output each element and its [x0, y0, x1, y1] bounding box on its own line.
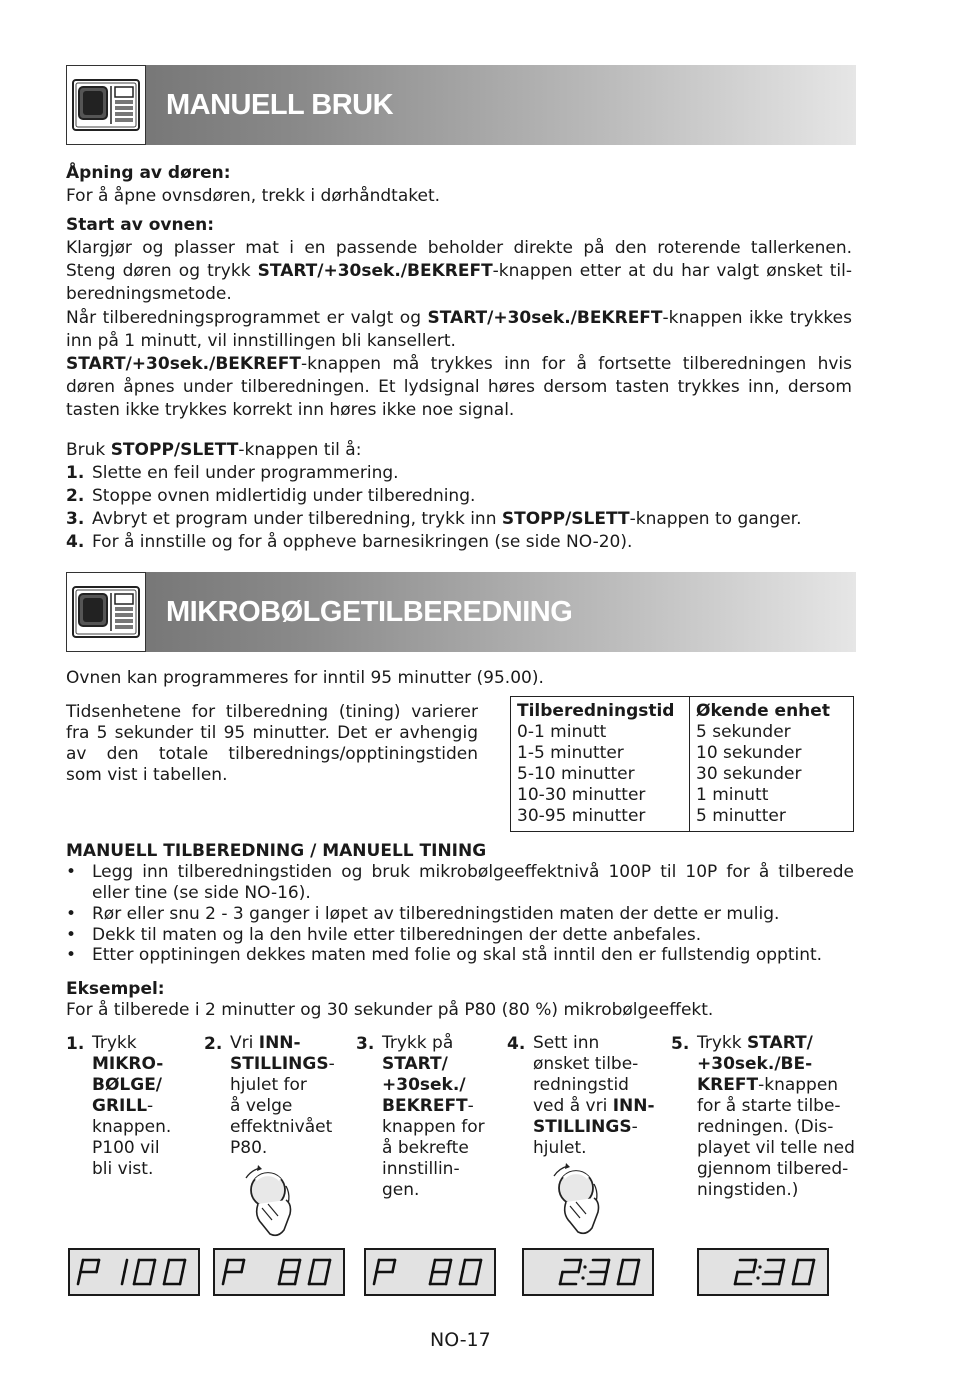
bullet-text: eller tine (se side NO-16).: [92, 883, 311, 903]
lcd-character: [279, 1260, 300, 1284]
table-cell-value: 10 sekunder: [696, 743, 802, 763]
door-heading: Åpning av døren:: [66, 163, 231, 183]
timing-line: fra 5 sekunder til 95 minutter. Det er avhengig: [66, 723, 478, 743]
start-line-1: Klargjør og plasser mat i en passende beholder direkte på den roterende tallerkenen.: [66, 238, 852, 258]
lcd-colon-dot: [583, 1265, 586, 1268]
step-number: 2.: [204, 1034, 223, 1054]
lcd-display: [68, 1248, 200, 1296]
door-text: For å åpne ovnsdøren, trekk i dørhåndtaket.: [66, 186, 441, 206]
table-header: Økende enhet: [696, 701, 830, 721]
step-5-text: Trykk START/ +30sek./BE- KREFT-knappen for å starte tilbe- redningen. (Dis- playet vil telle ned gjennom tilbered- ningstiden.): [697, 1033, 855, 1200]
stop-item-number: 3.: [66, 509, 85, 529]
timing-line: som vist i tabellen.: [66, 765, 228, 785]
lcd-character: [374, 1260, 395, 1284]
lcd-character: [460, 1260, 481, 1284]
stop-item-number: 2.: [66, 486, 85, 506]
step-4-text: Sett inn ønsket tilbe- redningstid ved å vri INN- STILLINGS- hjulet.: [533, 1033, 655, 1158]
lcd-display: [522, 1248, 654, 1296]
table-cell-value: 5 sekunder: [696, 722, 791, 742]
bullet-dot: •: [66, 945, 77, 965]
table-cell-value: 30 sekunder: [696, 764, 802, 784]
table-cell: [511, 697, 690, 832]
bullet-text: Etter opptiningen dekkes maten med folie og skal stå inntil den er fullstendig opptint.: [92, 945, 823, 965]
start-line-4: Når tilberedningsprogrammet er valgt og START/+30sek./BEKREFT-knappen ikke trykkes: [66, 308, 852, 328]
table-cell-value: 10-30 minutter: [517, 785, 646, 805]
section-banner-mikrobolgetilberedning: [66, 572, 856, 652]
bullet-dot: •: [66, 925, 77, 945]
time-unit-table: [510, 696, 854, 832]
step-number: 3.: [356, 1034, 375, 1054]
timing-line: av den totale tilberednings/opptiningstiden: [66, 744, 478, 764]
table-cell-value: 30-95 minutter: [517, 806, 646, 826]
lcd-character: [588, 1260, 609, 1284]
bullet-dot: •: [66, 862, 77, 882]
lcd-character: [309, 1260, 330, 1284]
step-1-text: Trykk MIKRO- BØLGE/ GRILL- knappen. P100 vil bli vist.: [92, 1033, 172, 1179]
step-3-text: Trykk på START/ +30sek./ BEKREFT- knappen for å bekrefte innstillin- gen.: [382, 1033, 485, 1200]
stop-item-text: For å innstille og for å oppheve barnesikringen (se side NO-20).: [92, 532, 633, 552]
table-cell-value: 1 minutt: [696, 785, 769, 805]
table-cell-value: 0-1 minutt: [517, 722, 607, 742]
stop-item-number: 1.: [66, 463, 85, 483]
microwave-icon: [66, 65, 146, 145]
table-cell: [690, 697, 854, 832]
start-heading: Start av ovnen:: [66, 215, 215, 235]
bullet-text: Legg inn tilberedningstiden og bruk mikrobølgeeffektnivå 100P til 10P for å tilberede: [92, 862, 854, 882]
table-cell-value: 5-10 minutter: [517, 764, 635, 784]
lcd-character: [763, 1260, 784, 1284]
table-cell-value: 1-5 minutter: [517, 743, 624, 763]
step-2-text: Vri INN- STILLINGS- hjulet for å velge effektnivået P80.: [230, 1033, 335, 1158]
lcd-display: [364, 1248, 496, 1296]
start-line-7: døren åpnes under tilberedningen. Et lydsignal høres dersom tasten trykkes inn, dersom: [66, 377, 852, 397]
step-number: 4.: [507, 1034, 526, 1054]
section-title: MIKROBØLGETILBEREDNING: [166, 596, 573, 628]
example-text: For å tilberede i 2 minutter og 30 sekunder på P80 (80 %) mikrobølgeeffekt.: [66, 1000, 714, 1020]
start-line-2: Steng døren og trykk START/+30sek./BEKREFT-knappen etter at du har valgt ønsket til-: [66, 261, 852, 281]
stop-intro: Bruk STOPP/SLETT-knappen til å:: [66, 440, 362, 460]
lcd-character: [78, 1260, 99, 1284]
stop-item-text: Stoppe ovnen midlertidig under tilberedning.: [92, 486, 476, 506]
lcd-display: [697, 1248, 829, 1296]
lcd-character: [793, 1260, 814, 1284]
start-line-6: START/+30sek./BEKREFT-knappen må trykkes inn for å fortsette tilberedningen hvis: [66, 354, 852, 374]
page-number: NO-17: [430, 1329, 491, 1351]
lcd-character: [618, 1260, 639, 1284]
start-line-3: beredningsmetode.: [66, 284, 232, 304]
section-banner-manuell-bruk: [66, 65, 856, 145]
microwave-icon: [66, 572, 146, 652]
stop-item-text: Avbryt et program under tilberedning, trykk inn STOPP/SLETT-knappen to ganger.: [92, 509, 802, 529]
table-cell-value: 5 minutter: [696, 806, 786, 826]
dial-hand-icon: [548, 1162, 608, 1247]
lcd-character: [122, 1260, 127, 1284]
bullet-text: Dekk til maten og la den hvile etter tilberedningen der dette anbefales.: [92, 925, 702, 945]
start-line-8: tasten ikke trykkes korrekt inn høres ikke noe signal.: [66, 400, 515, 420]
stop-item-number: 4.: [66, 532, 85, 552]
lcd-character: [134, 1260, 155, 1284]
lcd-character: [430, 1260, 451, 1284]
lcd-colon-dot: [756, 1276, 759, 1279]
bullet-dot: •: [66, 904, 77, 924]
dial-hand-icon: [240, 1164, 300, 1249]
lcd-character: [223, 1260, 244, 1284]
lcd-colon-dot: [758, 1265, 761, 1268]
bullet-text: Rør eller snu 2 - 3 ganger i løpet av tilberedningstiden maten der dette er mulig.: [92, 904, 780, 924]
lcd-character: [560, 1260, 581, 1284]
timing-line: Tidsenhetene for tilberedning (tining) varierer: [66, 702, 478, 722]
lcd-display: [213, 1248, 345, 1296]
lcd-character: [735, 1260, 756, 1284]
manual-heading: MANUELL TILBEREDNING / MANUELL TINING: [66, 841, 487, 861]
lcd-colon-dot: [581, 1276, 584, 1279]
program-limit-text: Ovnen kan programmeres for inntil 95 minutter (95.00).: [66, 668, 544, 688]
step-number: 5.: [671, 1034, 690, 1054]
start-line-5: inn på 1 minutt, vil innstillingen bli kansellert.: [66, 331, 456, 351]
section-title: MANUELL BRUK: [166, 89, 394, 121]
step-number: 1.: [66, 1034, 85, 1054]
table-header: Tilberedningstid: [517, 701, 675, 721]
example-heading: Eksempel:: [66, 979, 165, 999]
stop-item-text: Slette en feil under programmering.: [92, 463, 399, 483]
lcd-character: [164, 1260, 185, 1284]
